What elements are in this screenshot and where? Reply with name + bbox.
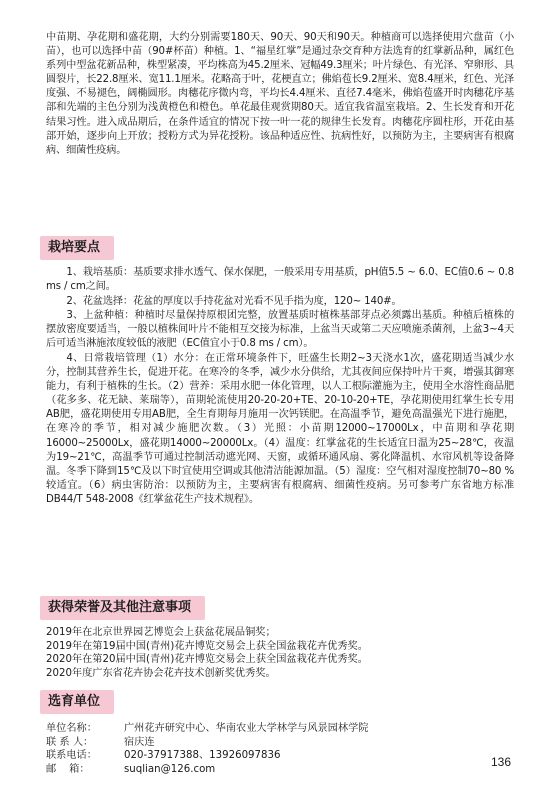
section-heading-honors: 获得荣誉及其他注意事项	[40, 596, 205, 620]
contact-label: 单位名称：	[46, 723, 97, 734]
honors-list	[46, 626, 514, 680]
cultivation-para-1: 1、栽培基质：基质要求排水透气、保水保肥，一般采用专用基质，pH值5.5 ~ 6.0、EC值0.6 ~ 0.8 ms / cm之间。	[46, 267, 514, 293]
contact-label: 联系电话：	[46, 750, 97, 762]
contact-value: 广州花卉研究中心、华南农业大学林学与风景园林学院	[124, 723, 369, 734]
contact-row-email	[46, 763, 514, 777]
contact-label: 邮 箱：	[46, 763, 90, 775]
page-number: 136	[490, 755, 511, 769]
list-item: 2020年在第20届中国(青州)花卉博览交易会上获全国盆栽花卉优秀奖。	[46, 654, 368, 666]
contact-value: 020-37917388、13926097836	[124, 750, 281, 762]
contact-label: 联 系 人：	[46, 736, 94, 748]
contact-row-unit	[46, 722, 514, 736]
cultivation-para-4: 4、日常栽培管理（1）水分：在正常环境条件下，旺盛生长期2~3天浇水1次，盛花期适当减少水分，控制其营养生长，促进开花。在寒冷的冬季，减少水分供给，尤其夜间应保持叶片干爽，增强其御寒能力，有利于植株的生长。（2）营养：采用水肥一体化管理，以人工根际灌施为主，使用全水溶性商品肥（花多多、花无缺、莱瑞等），苗期轮流使用20-20-20+TE、20-10-20+TE，孕花期使用红掌生长专用AB肥，盛花期使用专用AB肥，全生育期每月施用一次钙镁肥。在高温季节，避免高温强光下进行施肥，在寒冷的季节，相对减少施肥次数。（3）光照：小苗期12000~17000Lx，中苗期和孕花期16000~25000Lx，盛花期14000~20000Lx。（4）温度：红掌盆花的生长适宜日温为25~28℃，夜温为19~21℃，高温季节可通过控制活动遮光网、天窗，或循环通风扇、雾化降温机、水帘风机等设备降温。冬季下降到15℃及以下时宜使用空调或其他清洁能源加温。（5）湿度：空气相对湿度控制70~80 %较适宜。（6）病虫害防治：以预防为主，主要病害有根腐病、细菌性疫病。另可参考广东省地方标准DB44/T 548-2008《红掌盆花生产技术规程》。	[46, 353, 514, 505]
list-item: 2020年度广东省花卉协会花卉技术创新奖优秀奖。	[46, 667, 276, 679]
contact-value: 宿庆连	[124, 736, 155, 748]
section-heading-breeder: 选育单位	[40, 690, 114, 714]
list-item: 2019年在第19届中国(青州)花卉博览交易会上获全国盆栽花卉优秀奖。	[46, 640, 368, 652]
cultivation-para-2: 2、花盆选择：花盆的厚度以手持花盆对光看不见手指为度，120~ 140#。	[66, 296, 402, 307]
list-item: 2019年在北京世界园艺博览会上获盆花展品铜奖；	[46, 627, 276, 638]
contact-row-person	[46, 736, 514, 750]
breeder-contact	[46, 722, 514, 776]
contact-row-phone	[46, 749, 514, 763]
intro-paragraph: 中苗期、孕花期和盛花期，大约分别需要180天、90天、90天和90天。种植商可以选择使用穴盘苗（小苗），也可以选择中苗（90#杯苗）种植。1、“福星红掌”是通过杂交育种方法选育的红掌新品种，属红色系列中型盆花新品种，株型紧凑，平均株高为45.2厘米、冠幅49.3厘米；叶片绿色、有光泽、窄卵形、具圆裂片，长22.8厘米、宽11.1厘米。花略高于叶，花梗直立；佛焰苞长9.2厘米、宽8.4厘米，红色、光泽度强、不易褪色，阔椭圆形。肉穗花序微内弯，平均长4.4厘米、直径7.4毫米，佛焰苞盛开时肉穗花序基部和先端的主色分别为浅黄橙色和橙色。单花最佳观赏期80天。适宜我省温室栽培。2、生长发育和开花结果习性。进入成品期后，在条件适宜的情况下按一叶一花的规律生长发育。肉穗花序圆柱形，开花由基部开始，逐步向上开放；授粉方式为异花授粉。该品种适应性、抗病性好，以预防为主，主要病害有根腐病、细菌性疫病。	[46, 32, 514, 156]
contact-value[interactable]: suqlian@126.com	[124, 763, 216, 775]
section-heading-cultivation: 栽培要点	[40, 236, 114, 260]
cultivation-para-3: 3、上盆种植：种植时尽量保持原根团完整，放置基质时植株基部芽点必须露出基质。种植后植株的摆放密度要适当，一般以植株间叶片不能相互交接为标准，上盆当天或第二天应喷施杀菌剂，上盆3~4天后可适当淋施浓度较低的液肥（EC值宜小于0.8 ms / cm）。	[46, 310, 514, 350]
